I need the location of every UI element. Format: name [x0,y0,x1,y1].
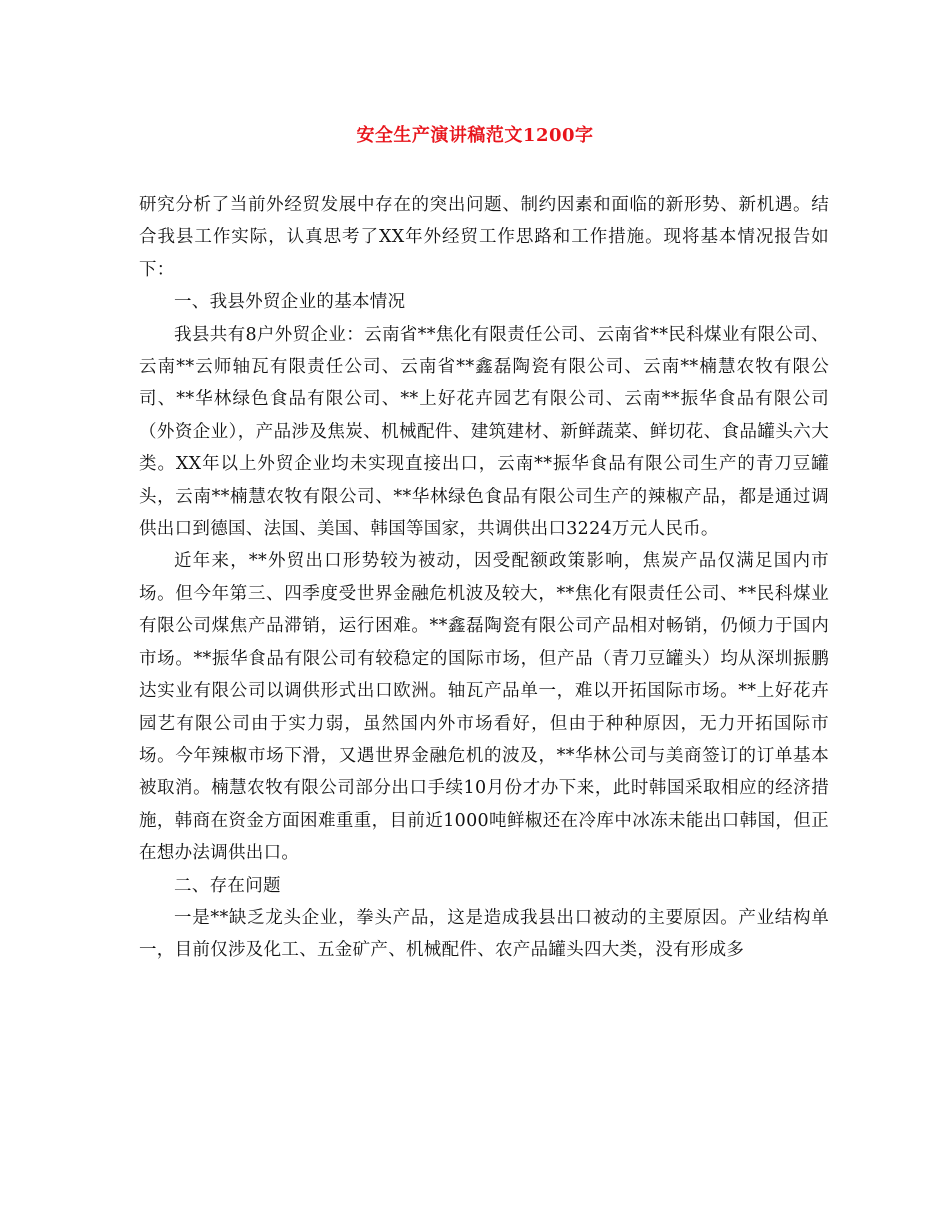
paragraph-enterprises: 我县共有8户外贸企业：云南省**焦化有限责任公司、云南省**民科煤业有限公司、云南**云师轴瓦有限责任公司、云南省**鑫磊陶瓷有限公司、云南**楠慧农牧有限公司、**华林绿色食品有限公司、**上好花卉园艺有限公司、云南**振华食品有限公司（外资企业），产品涉及焦炭、机械配件、建筑建材、新鲜蔬菜、鲜切花、食品罐头六大类。XX年以上外贸企业均未实现直接出口，云南**振华食品有限公司生产的青刀豆罐头，云南**楠慧农牧有限公司、**华林绿色食品有限公司生产的辣椒产品，都是通过调供出口到德国、法国、美国、韩国等国家，共调供出口3224万元人民币。 [139,324,829,540]
section-heading-1: 一、我县外贸企业的基本情况 [174,292,406,313]
document-title: 安全生产演讲稿范文1200字 [356,125,594,146]
paragraph-problems: 一是**缺乏龙头企业，拳头产品，这是造成我县出口被动的主要原因。产业结构单一，目前仅涉及化工、五金矿产、机械配件、农产品罐头四大类，没有形成多 [139,907,829,961]
paragraph-intro: 研究分析了当前外经贸发展中存在的突出问题、制约因素和面临的新形势、新机遇。结合我县工作实际，认真思考了XX年外经贸工作思路和工作措施。现将基本情况报告如下： [139,195,829,280]
document-body [139,189,829,967]
section-heading-2: 二、存在问题 [174,875,281,896]
paragraph-recent-years: 近年来，**外贸出口形势较为被动，因受配额政策影响，焦炭产品仅满足国内市场。但今年第三、四季度受世界金融危机波及较大，**焦化有限责任公司、**民科煤业有限公司煤焦产品滞销，运行困难。**鑫磊陶瓷有限公司产品相对畅销，仍倾力于国内市场。**振华食品有限公司有较稳定的国际市场，但产品（青刀豆罐头）均从深圳振鹏达实业有限公司以调供形式出口欧洲。轴瓦产品单一，难以开拓国际市场。**上好花卉园艺有限公司由于实力弱，虽然国内外市场看好，但由于种种原因，无力开拓国际市场。今年辣椒市场下滑，又遇世界金融危机的波及，**华林公司与美商签订的订单基本被取消。楠慧农牧有限公司部分出口手续10月份才办下来，此时韩国采取相应的经济措施，韩商在资金方面困难重重，目前近1000吨鲜椒还在冷库中冰冻未能出口韩国，但正在想办法调供出口。 [139,551,829,864]
